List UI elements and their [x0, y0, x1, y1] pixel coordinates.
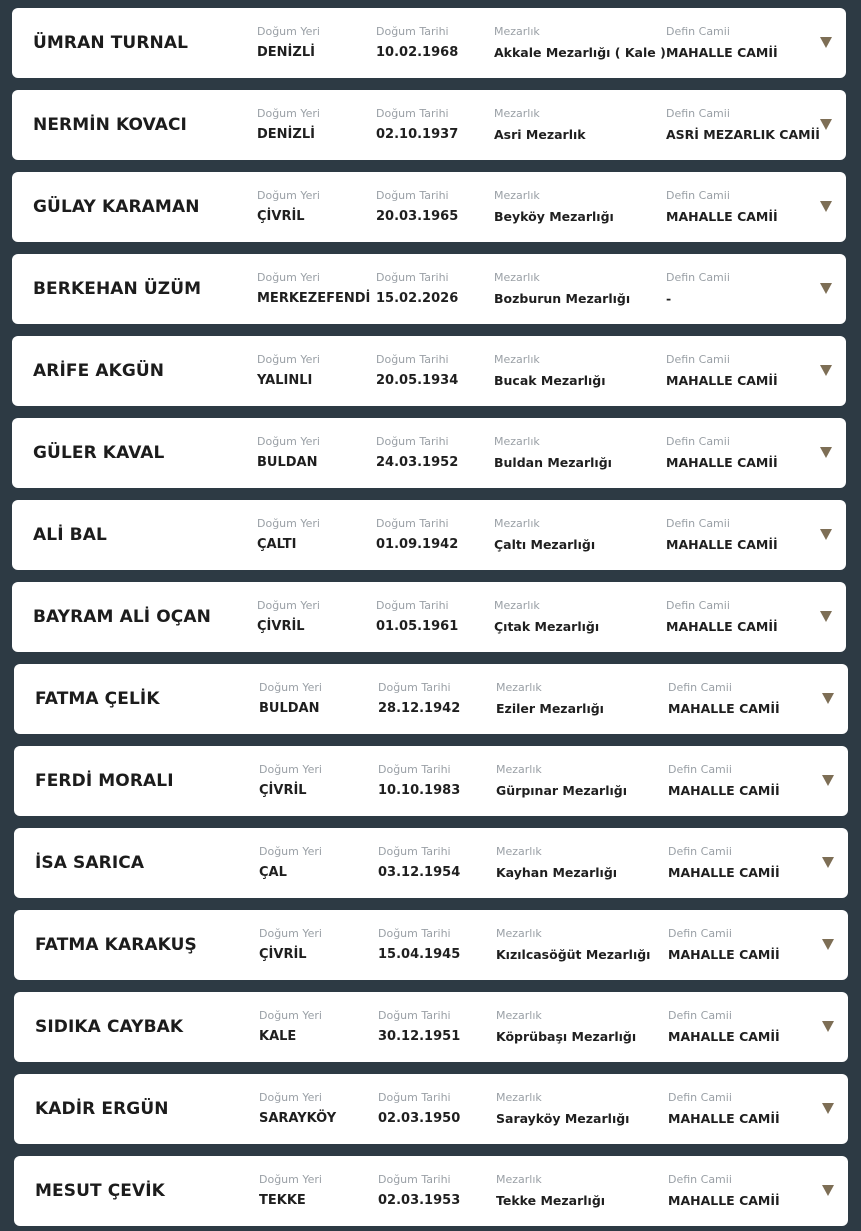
mosque-field	[668, 681, 780, 716]
deceased-name: NERMİN KOVACI	[33, 115, 187, 135]
chevron-down-icon[interactable]	[820, 611, 832, 622]
deceased-name: SIDIKA CAYBAK	[35, 1017, 184, 1037]
birthplace-label: Doğum Yeri	[257, 189, 320, 202]
deceased-name: BAYRAM ALİ OÇAN	[33, 607, 211, 627]
birthdate-field	[378, 1173, 460, 1208]
chevron-down-icon[interactable]	[820, 119, 832, 130]
birthdate-value: 01.05.1961	[376, 619, 459, 634]
record-card[interactable]	[14, 828, 848, 898]
cemetery-value: Asri Mezarlık	[494, 127, 586, 142]
birthplace-field	[257, 599, 320, 634]
chevron-down-icon[interactable]	[822, 1103, 834, 1114]
deceased-name: GÜLER KAVAL	[33, 443, 165, 463]
cemetery-label: Mezarlık	[496, 927, 542, 940]
mosque-label: Defin Camii	[668, 1173, 732, 1186]
birthplace-field	[259, 1091, 336, 1126]
deceased-name: İSA SARICA	[35, 853, 145, 873]
record-card[interactable]	[14, 1074, 848, 1144]
record-card[interactable]	[14, 746, 848, 816]
birthplace-label: Doğum Yeri	[259, 1173, 322, 1186]
birthdate-label: Doğum Tarihi	[376, 353, 449, 366]
birthdate-field	[378, 927, 460, 962]
birthdate-field	[378, 681, 460, 716]
birthdate-value: 01.09.1942	[376, 537, 459, 552]
birthplace-field	[259, 927, 322, 962]
cemetery-field	[494, 25, 666, 60]
cemetery-field	[494, 599, 599, 634]
birthplace-label: Doğum Yeri	[259, 1091, 322, 1104]
birthplace-field	[257, 189, 320, 224]
record-card[interactable]	[12, 418, 846, 488]
birthdate-label: Doğum Tarihi	[376, 271, 449, 284]
mosque-label: Defin Camii	[668, 763, 732, 776]
birthplace-value: BULDAN	[257, 455, 318, 470]
chevron-down-icon[interactable]	[820, 201, 832, 212]
cemetery-value: Beyköy Mezarlığı	[494, 209, 614, 224]
cemetery-label: Mezarlık	[496, 681, 542, 694]
birthdate-label: Doğum Tarihi	[378, 681, 451, 694]
mosque-label: Defin Camii	[668, 927, 732, 940]
birthplace-label: Doğum Yeri	[257, 599, 320, 612]
mosque-label: Defin Camii	[666, 189, 730, 202]
record-card[interactable]	[12, 336, 846, 406]
deceased-name: FATMA KARAKUŞ	[35, 935, 197, 955]
record-card[interactable]	[12, 254, 846, 324]
cemetery-field	[494, 517, 595, 552]
birthplace-value: ÇİVRİL	[259, 947, 307, 962]
cemetery-label: Mezarlık	[496, 1091, 542, 1104]
chevron-down-icon[interactable]	[820, 365, 832, 376]
mosque-value: MAHALLE CAMİİ	[666, 45, 778, 60]
cemetery-value: Kayhan Mezarlığı	[496, 865, 618, 880]
birthdate-value: 20.03.1965	[376, 209, 459, 224]
record-card[interactable]	[14, 1156, 848, 1226]
birthplace-field	[257, 271, 370, 306]
deceased-name: FERDİ MORALI	[35, 771, 174, 791]
mosque-value: MAHALLE CAMİİ	[668, 1193, 780, 1208]
cemetery-value: Bozburun Mezarlığı	[494, 291, 631, 306]
birthdate-value: 10.02.1968	[376, 45, 459, 60]
birthplace-value: TEKKE	[259, 1193, 306, 1208]
birthplace-field	[257, 517, 320, 552]
cemetery-value: Akkale Mezarlığı ( Kale )	[494, 45, 666, 60]
birthplace-label: Doğum Yeri	[257, 25, 320, 38]
mosque-field	[666, 435, 778, 470]
mosque-value: MAHALLE CAMİİ	[668, 947, 780, 962]
deceased-name: GÜLAY KARAMAN	[33, 197, 200, 217]
birthdate-field	[378, 763, 460, 798]
record-card[interactable]	[12, 582, 846, 652]
mosque-value: -	[666, 291, 672, 306]
cemetery-value: Tekke Mezarlığı	[496, 1193, 606, 1208]
birthdate-label: Doğum Tarihi	[376, 107, 449, 120]
mosque-field	[666, 25, 778, 60]
mosque-label: Defin Camii	[666, 435, 730, 448]
birthdate-label: Doğum Tarihi	[378, 1009, 451, 1022]
record-card[interactable]	[14, 992, 848, 1062]
cemetery-field	[494, 189, 614, 224]
mosque-field	[666, 271, 730, 306]
birthdate-value: 28.12.1942	[378, 701, 461, 716]
chevron-down-icon[interactable]	[822, 857, 834, 868]
birthplace-label: Doğum Yeri	[257, 271, 320, 284]
mosque-field	[668, 1009, 780, 1044]
mosque-value: MAHALLE CAMİİ	[668, 1111, 780, 1126]
mosque-value: ASRİ MEZARLIK CAMİİ	[666, 127, 820, 142]
birthplace-value: ÇAL	[259, 865, 287, 880]
birthplace-label: Doğum Yeri	[259, 927, 322, 940]
cemetery-label: Mezarlık	[494, 435, 540, 448]
cemetery-label: Mezarlık	[494, 517, 540, 530]
birthdate-field	[376, 271, 458, 306]
birthdate-label: Doğum Tarihi	[376, 435, 449, 448]
chevron-down-icon[interactable]	[820, 283, 832, 294]
cemetery-field	[496, 1009, 636, 1044]
mosque-value: MAHALLE CAMİİ	[666, 209, 778, 224]
cemetery-field	[496, 763, 627, 798]
deceased-name: MESUT ÇEVİK	[35, 1181, 165, 1201]
mosque-label: Defin Camii	[666, 271, 730, 284]
mosque-field	[666, 517, 778, 552]
mosque-value: MAHALLE CAMİİ	[668, 865, 780, 880]
mosque-value: MAHALLE CAMİİ	[666, 537, 778, 552]
cemetery-label: Mezarlık	[496, 1009, 542, 1022]
cemetery-value: Kızılcasöğüt Mezarlığı	[496, 947, 651, 962]
cemetery-field	[496, 1091, 629, 1126]
birthdate-label: Doğum Tarihi	[376, 189, 449, 202]
mosque-field	[666, 189, 778, 224]
birthplace-label: Doğum Yeri	[257, 107, 320, 120]
chevron-down-icon[interactable]	[822, 1021, 834, 1032]
birthplace-value: ÇİVRİL	[257, 619, 305, 634]
birthdate-value: 02.10.1937	[376, 127, 459, 142]
cemetery-label: Mezarlık	[494, 107, 540, 120]
mosque-value: MAHALLE CAMİİ	[666, 373, 778, 388]
birthplace-value: BULDAN	[259, 701, 320, 716]
mosque-field	[666, 599, 778, 634]
record-card[interactable]	[12, 172, 846, 242]
cemetery-field	[494, 271, 630, 306]
mosque-field	[668, 1091, 780, 1126]
birthplace-value: DENİZLİ	[257, 127, 315, 142]
birthdate-field	[376, 435, 458, 470]
birthplace-value: ÇALTI	[257, 537, 297, 552]
birthdate-label: Doğum Tarihi	[378, 845, 451, 858]
chevron-down-icon[interactable]	[822, 693, 834, 704]
mosque-value: MAHALLE CAMİİ	[668, 701, 780, 716]
mosque-label: Defin Camii	[668, 1009, 732, 1022]
birthplace-field	[257, 435, 320, 470]
mosque-field	[668, 763, 780, 798]
record-card[interactable]	[12, 500, 846, 570]
birthdate-label: Doğum Tarihi	[378, 1091, 451, 1104]
birthplace-field	[259, 681, 322, 716]
birthplace-value: ÇİVRİL	[257, 209, 305, 224]
deceased-name: ALİ BAL	[33, 525, 107, 545]
birthdate-value: 10.10.1983	[378, 783, 461, 798]
chevron-down-icon[interactable]	[822, 939, 834, 950]
cemetery-label: Mezarlık	[496, 1173, 542, 1186]
cemetery-field	[494, 107, 586, 142]
deceased-name: FATMA ÇELİK	[35, 689, 160, 709]
birthdate-value: 02.03.1953	[378, 1193, 461, 1208]
mosque-field	[666, 107, 820, 142]
birthdate-value: 24.03.1952	[376, 455, 459, 470]
birthplace-field	[259, 763, 322, 798]
cemetery-field	[496, 845, 617, 880]
cemetery-label: Mezarlık	[496, 845, 542, 858]
birthdate-label: Doğum Tarihi	[378, 1173, 451, 1186]
birthplace-field	[257, 107, 320, 142]
birthdate-field	[376, 189, 458, 224]
chevron-down-icon[interactable]	[820, 447, 832, 458]
birthplace-label: Doğum Yeri	[257, 353, 320, 366]
birthplace-label: Doğum Yeri	[259, 763, 322, 776]
cemetery-value: Sarayköy Mezarlığı	[496, 1111, 630, 1126]
mosque-label: Defin Camii	[666, 517, 730, 530]
birthdate-label: Doğum Tarihi	[376, 25, 449, 38]
cemetery-label: Mezarlık	[494, 599, 540, 612]
birthplace-field	[257, 353, 320, 388]
cemetery-value: Eziler Mezarlığı	[496, 701, 604, 716]
cemetery-value: Gürpınar Mezarlığı	[496, 783, 627, 798]
cemetery-value: Çıtak Mezarlığı	[494, 619, 600, 634]
cemetery-value: Bucak Mezarlığı	[494, 373, 606, 388]
birthplace-value: DENİZLİ	[257, 45, 315, 60]
cemetery-label: Mezarlık	[494, 189, 540, 202]
mosque-field	[666, 353, 778, 388]
birthdate-label: Doğum Tarihi	[378, 763, 451, 776]
birthdate-field	[376, 107, 458, 142]
birthplace-field	[259, 845, 322, 880]
mosque-label: Defin Camii	[666, 353, 730, 366]
birthdate-field	[376, 353, 458, 388]
mosque-label: Defin Camii	[666, 107, 730, 120]
birthdate-field	[378, 845, 460, 880]
mosque-field	[668, 845, 780, 880]
birthplace-value: SARAYKÖY	[259, 1111, 337, 1126]
deceased-name: KADİR ERGÜN	[35, 1099, 169, 1119]
birthdate-value: 02.03.1950	[378, 1111, 461, 1126]
cemetery-label: Mezarlık	[494, 353, 540, 366]
birthplace-label: Doğum Yeri	[257, 517, 320, 530]
cemetery-field	[496, 1173, 605, 1208]
cemetery-field	[494, 435, 612, 470]
chevron-down-icon[interactable]	[820, 37, 832, 48]
mosque-label: Defin Camii	[668, 1091, 732, 1104]
birthplace-value: YALINLI	[257, 373, 313, 388]
cemetery-label: Mezarlık	[494, 271, 540, 284]
birthplace-label: Doğum Yeri	[259, 1009, 322, 1022]
birthplace-field	[257, 25, 320, 60]
chevron-down-icon[interactable]	[820, 529, 832, 540]
chevron-down-icon[interactable]	[822, 775, 834, 786]
birthdate-value: 15.02.2026	[376, 291, 459, 306]
mosque-value: MAHALLE CAMİİ	[666, 619, 778, 634]
mosque-label: Defin Camii	[666, 25, 730, 38]
birthdate-value: 03.12.1954	[378, 865, 461, 880]
mosque-field	[668, 1173, 780, 1208]
birthdate-label: Doğum Tarihi	[378, 927, 451, 940]
cemetery-value: Köprübaşı Mezarlığı	[496, 1029, 637, 1044]
chevron-down-icon[interactable]	[822, 1185, 834, 1196]
birthplace-field	[259, 1173, 322, 1208]
mosque-value: MAHALLE CAMİİ	[668, 783, 780, 798]
record-card[interactable]	[14, 664, 848, 734]
deceased-name: BERKEHAN ÜZÜM	[33, 279, 202, 299]
birthdate-label: Doğum Tarihi	[376, 517, 449, 530]
birthplace-label: Doğum Yeri	[259, 845, 322, 858]
birthdate-field	[378, 1091, 460, 1126]
cemetery-label: Mezarlık	[496, 763, 542, 776]
birthdate-field	[376, 25, 458, 60]
birthplace-value: MERKEZEFENDİ	[257, 291, 371, 306]
birthdate-value: 30.12.1951	[378, 1029, 461, 1044]
birthdate-field	[376, 517, 458, 552]
birthdate-value: 20.05.1934	[376, 373, 459, 388]
birthplace-label: Doğum Yeri	[257, 435, 320, 448]
birthplace-field	[259, 1009, 322, 1044]
cemetery-field	[494, 353, 606, 388]
mosque-field	[668, 927, 780, 962]
cemetery-value: Çaltı Mezarlığı	[494, 537, 596, 552]
record-card[interactable]	[12, 90, 846, 160]
cemetery-field	[496, 681, 604, 716]
mosque-label: Defin Camii	[666, 599, 730, 612]
cemetery-value: Buldan Mezarlığı	[494, 455, 612, 470]
birthdate-value: 15.04.1945	[378, 947, 461, 962]
record-card[interactable]	[14, 910, 848, 980]
birthdate-field	[376, 599, 458, 634]
record-card[interactable]	[12, 8, 846, 78]
birthdate-field	[378, 1009, 460, 1044]
mosque-label: Defin Camii	[668, 681, 732, 694]
mosque-label: Defin Camii	[668, 845, 732, 858]
mosque-value: MAHALLE CAMİİ	[666, 455, 778, 470]
birthdate-label: Doğum Tarihi	[376, 599, 449, 612]
birthplace-value: KALE	[259, 1029, 297, 1044]
cemetery-label: Mezarlık	[494, 25, 540, 38]
cemetery-field	[496, 927, 650, 962]
deceased-name: ARİFE AKGÜN	[33, 361, 165, 381]
birthplace-value: ÇİVRİL	[259, 783, 307, 798]
mosque-value: MAHALLE CAMİİ	[668, 1029, 780, 1044]
birthplace-label: Doğum Yeri	[259, 681, 322, 694]
deceased-name: ÜMRAN TURNAL	[33, 33, 189, 53]
